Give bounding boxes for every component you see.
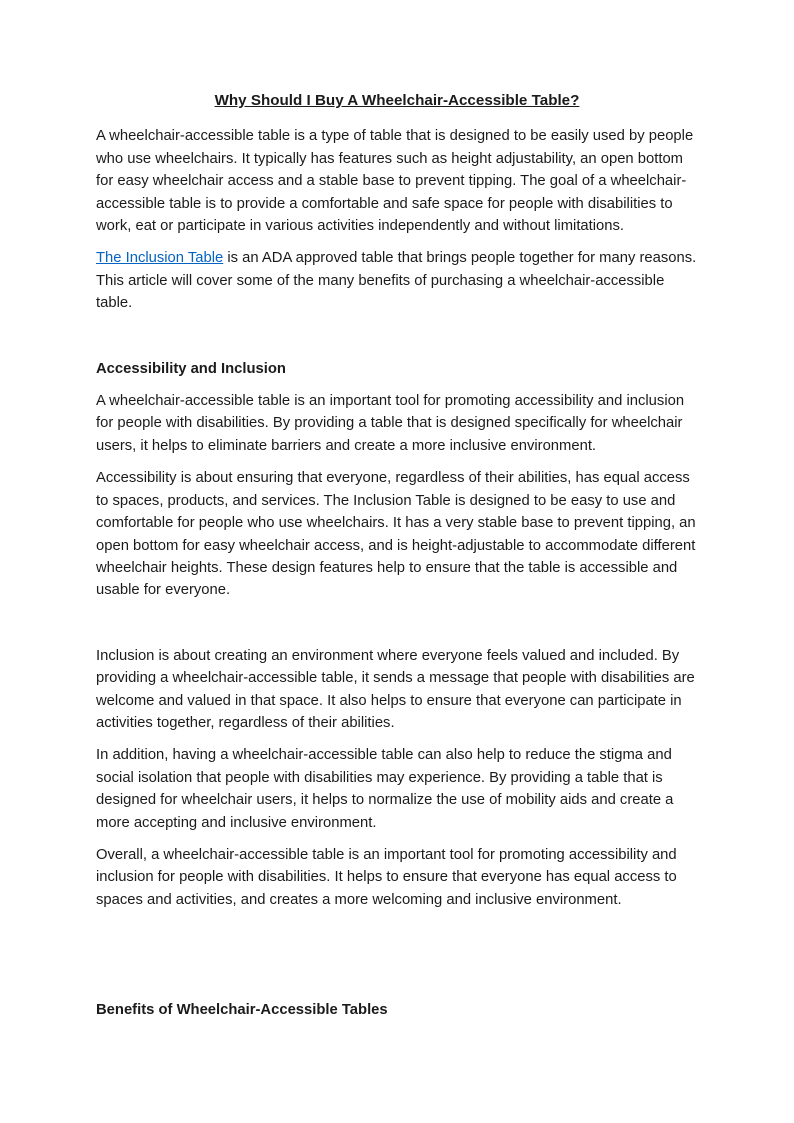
- document-title: Why Should I Buy A Wheelchair-Accessible Table?: [214, 92, 580, 109]
- accessibility-paragraph-1: A wheelchair-accessible table is an important tool for promoting accessibility and inclusion for people with disabilities. By providing a table that is designed specifically for wheelchair users, it helps to eliminate barriers and create a more inclusive environment.: [96, 393, 685, 454]
- intro-paragraph-2: [96, 247, 698, 314]
- accessibility-paragraph-5: Overall, a wheelchair-accessible table is an important tool for promoting accessibility and inclusion for people with disabilities. It helps to ensure that everyone has equal access to spaces and activities, and creates a more welcoming and inclusive environment.: [96, 846, 677, 908]
- intro-paragraph-1: A wheelchair-accessible table is a type of table that is designed to be easily used by people who use wheelchairs. It typically has features such as height adjustability, an open bottom for easy wheelchair access and a stable base to prevent tipping. The goal of a wheelchair-accessible table is to provide a comfortable and safe space for people with disabilities to work, eat or participate in various activities independently and without limitations.: [96, 128, 694, 235]
- blank-line: [96, 325, 698, 358]
- inclusion-table-link[interactable]: The Inclusion Table: [96, 250, 224, 267]
- accessibility-paragraph-2: Accessibility is about ensuring that everyone, regardless of their abilities, has equal access to spaces, products, and services. The Inclusion Table is designed to be easy to use and comfortable for people who use wheelchairs. It has a very stable base to prevent tipping, an open bottom for easy wheelchair access, and is height-adjustable to accommodate different wheelchair heights. These design features help to ensure that the table is accessible and usable for everyone.: [96, 470, 696, 599]
- accessibility-paragraph-3: Inclusion is about creating an environment where everyone feels valued and included. By providing a wheelchair-accessible table, it sends a message that people with disabilities are welcome and valued in that space. It also helps to ensure that everyone can participate in activities together, regardless of their abilities.: [96, 647, 695, 731]
- section-heading-accessibility-and-inclusion: Accessibility and Inclusion: [96, 360, 286, 377]
- intro-paragraph-2-text: is an ADA approved table that brings people together for many reasons. This article will cover some of the many benefits of purchasing a wheelchair-accessible table.: [96, 250, 697, 312]
- blank-lines: [96, 921, 698, 999]
- section-heading-benefits: Benefits of Wheelchair-Accessible Tables: [96, 1002, 388, 1019]
- blank-line: [96, 612, 698, 645]
- accessibility-paragraph-4: In addition, having a wheelchair-accessible table can also help to reduce the stigma and social isolation that people with disabilities may experience. By providing a table that is designed for wheelchair users, it helps to normalize the use of mobility aids and create a more accepting and inclusive environment.: [96, 747, 674, 831]
